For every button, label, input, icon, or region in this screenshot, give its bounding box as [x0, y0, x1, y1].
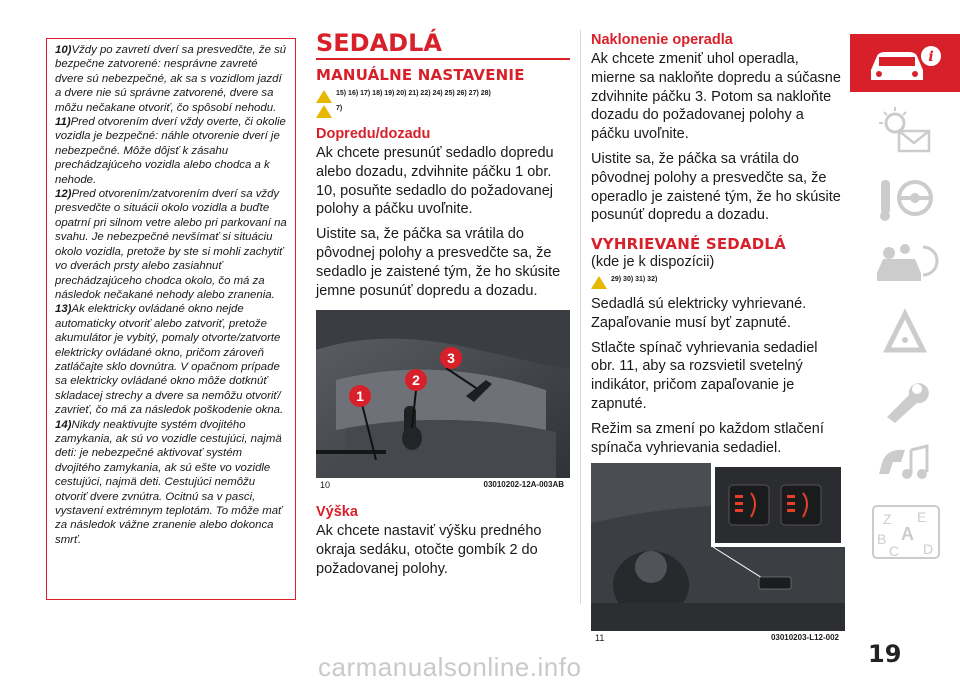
paragraph: Ak chcete zmeniť uhol operadla, mierne sa nakloňte dopredu a súčasne zdvihnite páčku 3. Potom sa nakloňte dozadu do požadovanej polohy a páčku uvoľnite. — [591, 51, 841, 143]
tab-multimedia[interactable] — [850, 436, 960, 494]
svg-text:2: 2 — [412, 372, 420, 389]
figure-caption — [591, 631, 845, 643]
heading-height: Výška — [316, 504, 358, 521]
watermark: carmanualsonline.info — [318, 652, 582, 682]
figure-code: 03010202-12A-003AB — [483, 480, 564, 490]
paragraph: Stlačte spínač vyhrievania sedadiel obr. 11, aby sa rozsvietil svetelný indikátor, pričom zapaľovanie je zapnuté. — [591, 339, 818, 412]
paragraph: Sedadlá sú elektricky vyhrievané. Zapaľovanie musí byť zapnuté. — [591, 295, 807, 331]
svg-text:Z: Z — [883, 511, 892, 527]
warning-10: 10)Vždy po zavretí dverí sa presvedčte, že sú bezpečne zatvorené: nesprávne zavreté dvere sú nebezpečné, ak sa s vozidlom jazdí a dvere nie sú správne zatvorené, dvere sa môžu nečakane otvoriť, čo spôsobí nehodu. — [55, 44, 287, 114]
figure-11 — [591, 463, 845, 643]
paragraph: Ak chcete presunúť sedadlo dopredu alebo dozadu, zdvihnite páčku 1 obr. 10, posuňte sedadlo do požadovanej polohy a páčku uvoľnite. — [316, 145, 554, 218]
warning-11: 11)Pred otvorením dverí vždy overte, či okolie vozidla je bezpečné: náhle otvorenie dverí je nebezpečné. Môže dôjsť k zásahu prechádzajúceho vozidla alebo chodca a k nehode. — [55, 116, 286, 186]
svg-text:1: 1 — [356, 388, 364, 405]
svg-text:C: C — [889, 543, 900, 559]
seats-column — [316, 30, 570, 585]
warning-14: 14)Nikdy neaktivujte systém dvojitého zamykania, ak sú vo vozidle cestujúci, najmä deti: je nebezpečné aktivovať systém dvojitého zamykania, ak sú ešte vo vozidle cestujúci, najmä deti. Cestujúci nemôžu otvoriť dvere zvnútra. Ocitnú sa v pasci, vystavení extrémnym teplotám. To môže mať za následok vážne zranenie alebo dokonca smrť. — [55, 418, 283, 546]
svg-text:3: 3 — [447, 350, 455, 367]
phone-music-icon — [865, 440, 945, 490]
tab-lights-indicators[interactable] — [850, 101, 960, 159]
heated-warning-refs: 29) 30) 31) 32) — [591, 276, 845, 289]
subsection-title: MANUÁLNE NASTAVENIE — [316, 66, 525, 84]
warning-triangle-icon — [316, 90, 332, 103]
svg-text:B: B — [877, 531, 887, 547]
warning-triangle-icon — [591, 276, 607, 289]
tab-maintenance[interactable] — [850, 369, 960, 427]
warning-13: 13)Ak elektricky ovládané okno nejde automaticky otvoriť alebo zatvoriť, pretože akumulátor je vybitý, pomaly otvorte/zatvorte elektricky ovládané okno, pričom zároveň zatláčajte sklo dovnútra. V opačnom prípade sa elektricky ovládané okno môže dotknúť skladacej strechy a dvere sa nemôžu otvoriť/ zavrieť, čo má za následok poškodenie okna. — [55, 303, 284, 417]
warnings-box — [46, 38, 296, 600]
svg-text:i: i — [928, 49, 934, 65]
tab-safety[interactable] — [850, 235, 960, 293]
heading-recline: Naklonenie operadla — [591, 32, 733, 48]
figure-10 — [316, 310, 570, 490]
figure-code: 03010203-L12-002 — [770, 633, 839, 643]
heated-note: (kde je k dispozícii) — [591, 254, 715, 271]
tab-starting-driving[interactable] — [850, 168, 960, 226]
caution-triangle-icon — [316, 105, 332, 118]
title-rule — [316, 58, 570, 60]
key-steering-icon — [865, 172, 945, 222]
figure-number: 11 — [595, 633, 605, 644]
seat-controls-photo — [316, 310, 570, 478]
heading-forward-back: Dopredu/dozadu — [316, 126, 431, 142]
warning-12: 12)Pred otvorením/zatvorením dverí sa vždy presvedčte o situácii okolo vozidla a buďte opatrní pri silnom vetre alebo pri parkovaní na svahu. Je nebezpečné nevšímať si situáciu okolo vozidla, pretože by ste si mohli zachytiť vo dverách prsty alebo zasiahnuť prechádzajúceho chodca okolo, čo má za následok nečakané nehody alebo zranenia. — [55, 188, 287, 301]
recline-heated-column — [591, 30, 845, 643]
tab-emergency[interactable] — [850, 302, 960, 360]
caution-refs: 7) — [316, 105, 570, 118]
page-number: 19 — [868, 640, 902, 668]
figure-number: 10 — [320, 480, 331, 491]
svg-text:E: E — [917, 509, 927, 525]
svg-text:D: D — [923, 541, 934, 557]
warning-triangle-icon — [865, 306, 945, 356]
alphabet-index-icon — [865, 504, 945, 560]
car-safety-icon — [865, 239, 945, 289]
tab-index[interactable] — [850, 503, 960, 561]
heated-switch-photo — [591, 463, 845, 631]
dashboard-lights-icon — [865, 105, 945, 155]
seat-photo-illustration — [316, 310, 570, 478]
heated-switch-illustration — [591, 463, 845, 631]
paragraph: Ak chcete nastaviť výšku predného okraja sedáku, otočte gombík 2 do požadovanej polohy. — [316, 523, 542, 577]
heated-seats-title: VYHRIEVANÉ SEDADLÁ — [591, 235, 786, 254]
section-title: SEDADLÁ — [316, 29, 442, 57]
warning-refs: 15) 16) 17) 18) 19) 20) 21) 22) 24) 25) 26) 27) 28) — [316, 90, 570, 103]
paragraph: Uistite sa, že páčka sa vrátila do pôvodnej polohy a presvedčte sa, že sedadlo je zaistené tým, že ho skúsite jemne posunúť dopredu a dozadu. — [316, 226, 561, 299]
car-info-icon — [865, 40, 945, 86]
paragraph: Režim sa zmení po každom stlačení spínača vyhrievania sedadiel. — [591, 420, 824, 456]
wrench-icon — [865, 373, 945, 423]
paragraph: Uistite sa, že páčka sa vrátila do pôvodnej polohy a presvedčte sa, že operadlo je zaistené tým, že ho skúsite posunúť dopredu a dozadu. — [591, 150, 841, 224]
figure-caption — [316, 478, 570, 490]
tab-vehicle-info[interactable] — [850, 34, 960, 92]
chapter-sidebar — [850, 34, 960, 570]
column-divider — [580, 30, 581, 604]
svg-text:A: A — [901, 524, 914, 544]
